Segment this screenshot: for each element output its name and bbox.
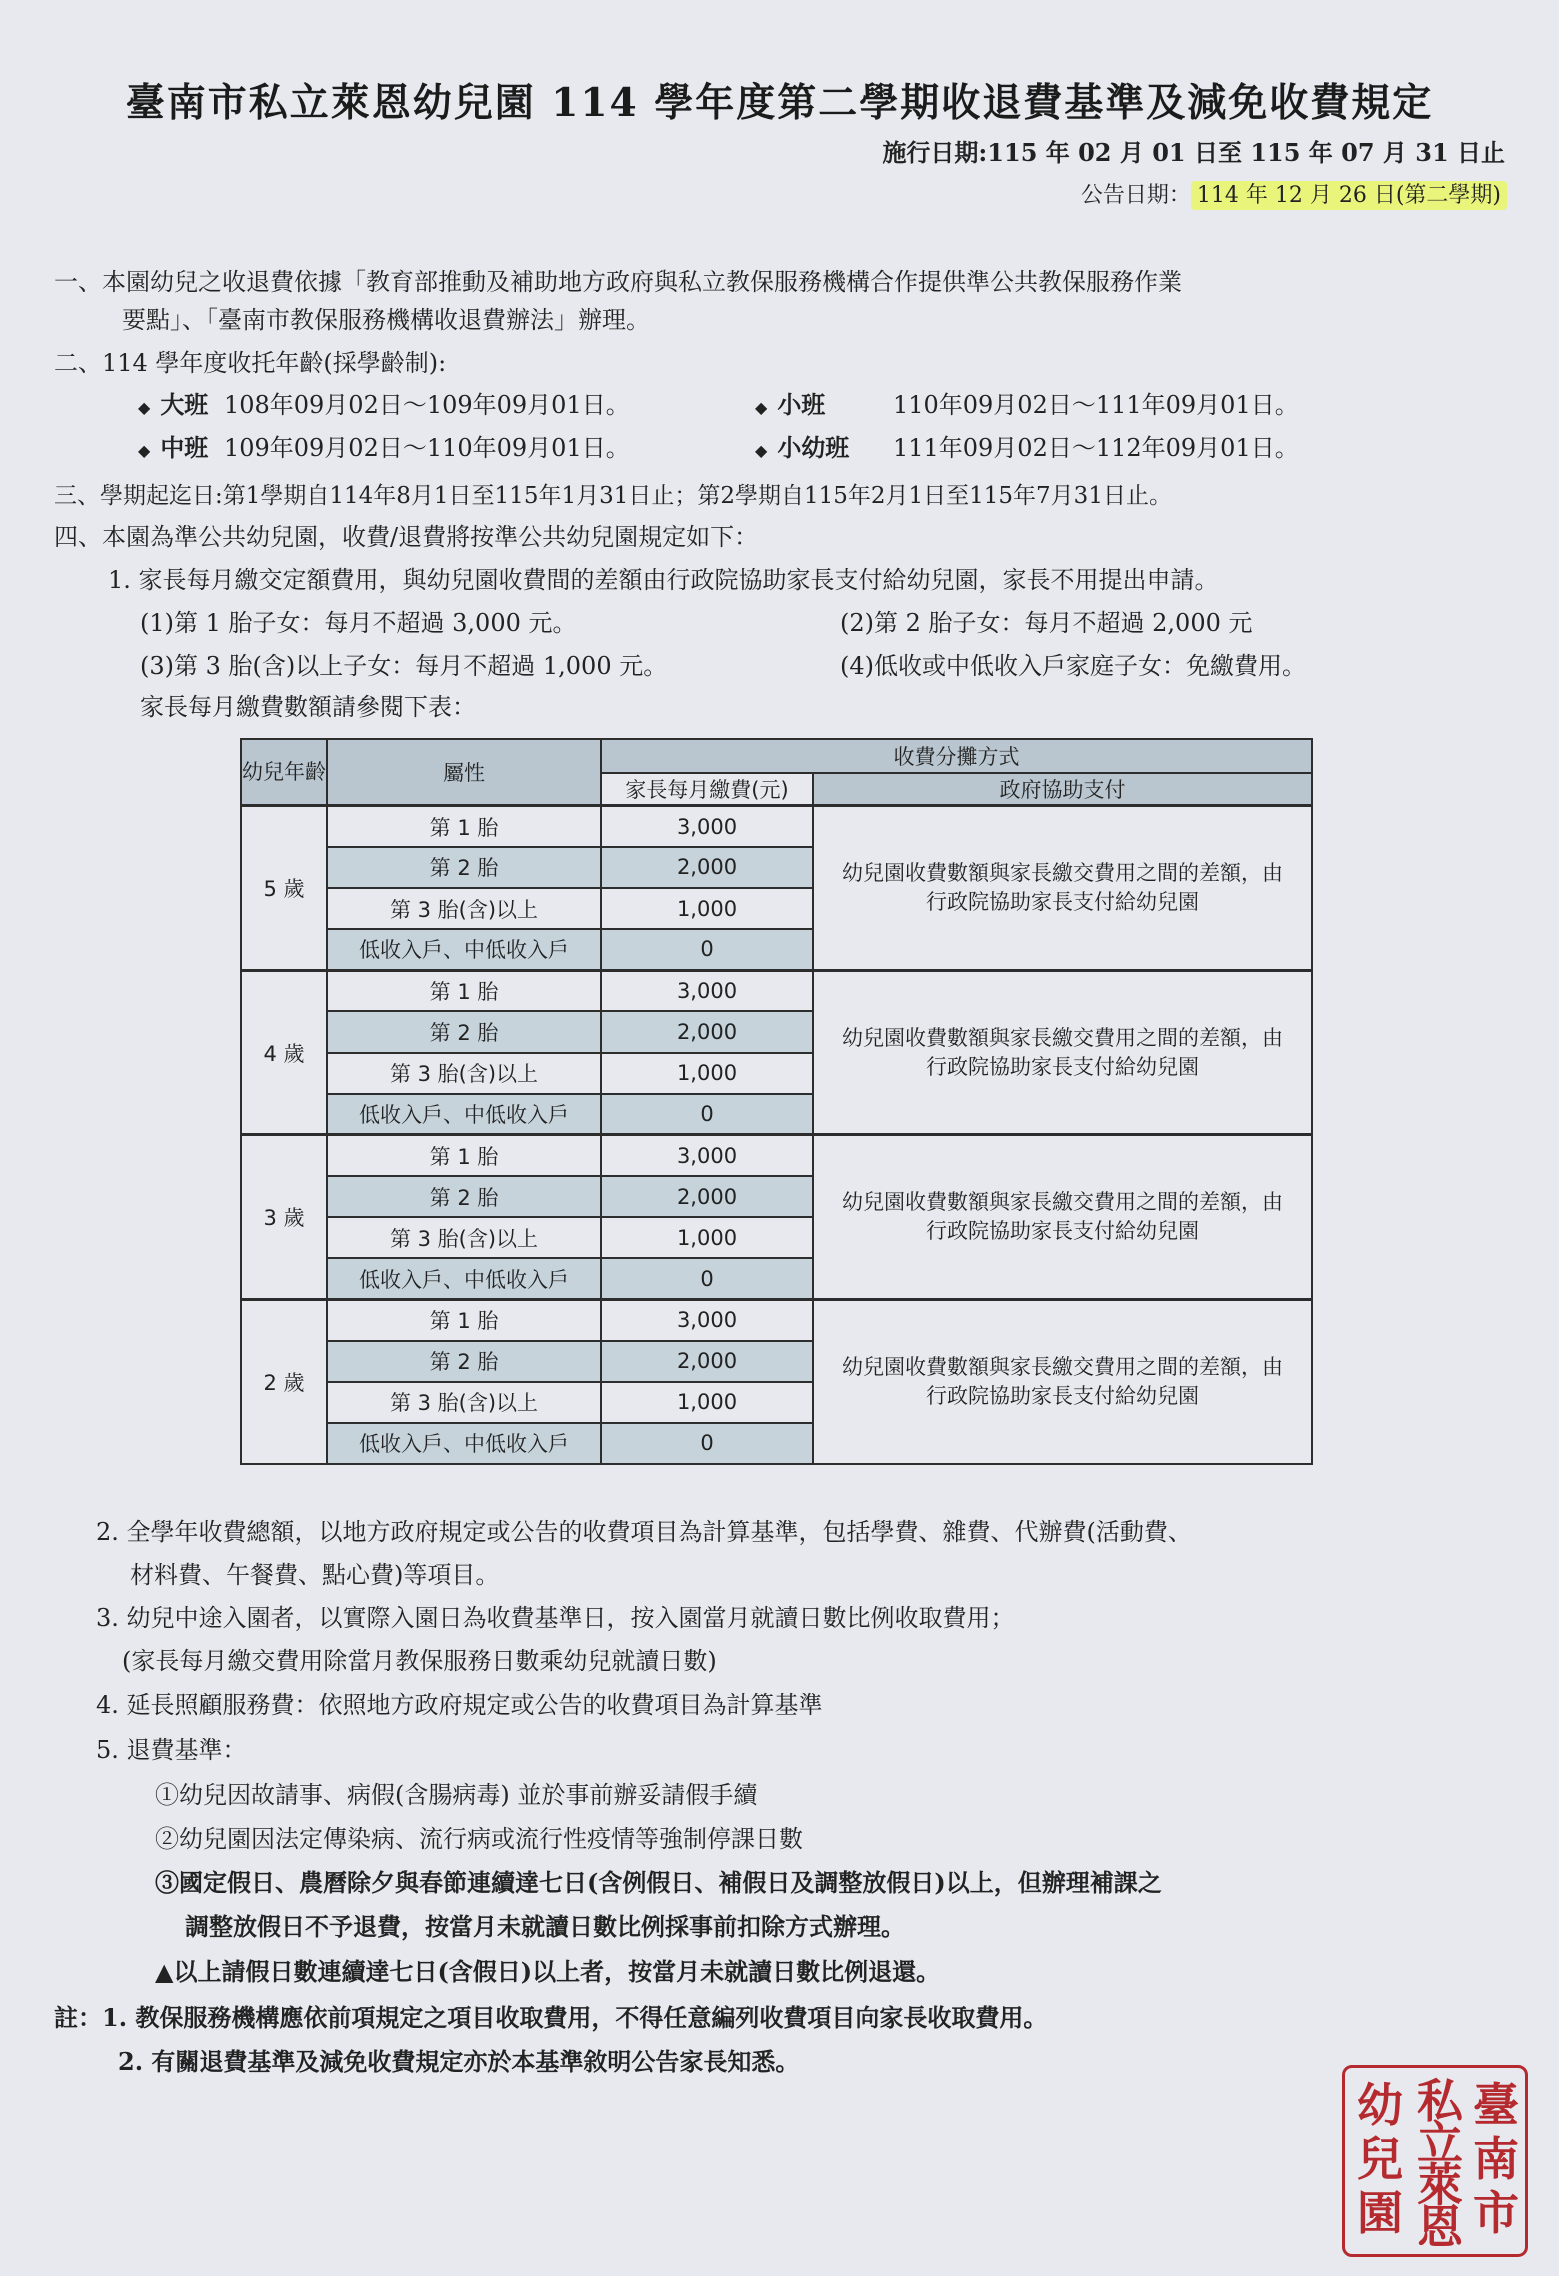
table-intro: 家長每月繳費數額請參閱下表： xyxy=(140,693,476,721)
fee-cell: 1,000 xyxy=(601,1217,813,1258)
table-row xyxy=(241,970,1312,1011)
section-4-item1: 1. 家長每月繳交定額費用，與幼兒園收費間的差額由行政院協助家長支付給幼兒園，家長不用提出申請。 xyxy=(108,566,1219,594)
fee-cell: 3,000 xyxy=(601,970,813,1011)
gov-support-cell: 幼兒園收費數額與家長繳交費用之間的差額，由行政院協助家長支付給幼兒園 xyxy=(813,1135,1312,1300)
refund-rule-1: ①幼兒因故請事、病假(含腸病毒) 並於事前辦妥請假手續 xyxy=(155,1781,758,1809)
table-header-row xyxy=(241,739,1312,773)
refund-rule-4: ▲以上請假日數連續達七日(含假日)以上者，按當月未就讀日數比例退還。 xyxy=(155,1957,941,1986)
refund-rule-3-line1: ③國定假日、農曆除夕與春節連續達七日(含例假日、補假日及調整放假日)以上，但辦理補課之 xyxy=(155,1868,1162,1897)
effective-period: 施行日期:115 年 02 月 01 日至 115 年 07 月 31 日止 xyxy=(882,138,1505,167)
fee-cell: 0 xyxy=(601,1094,813,1135)
diamond-bullet-icon: ◆ xyxy=(138,398,151,417)
announcement-date xyxy=(1081,178,1507,209)
gov-support-cell: 幼兒園收費數額與家長繳交費用之間的差額，由行政院協助家長支付給幼兒園 xyxy=(813,1299,1312,1464)
fee-cell: 3,000 xyxy=(601,806,813,847)
seal-char: 兒 xyxy=(1357,2132,1403,2186)
attr-cell: 低收入戶、中低收入戶 xyxy=(327,1423,601,1464)
section-2-heading: 二、114 學年度收托年齡(採學齡制): xyxy=(54,349,447,377)
child-fee-3: (3)第 3 胎(含)以上子女：每月不超過 1,000 元。 xyxy=(140,652,668,680)
fee-cell: 2,000 xyxy=(601,1341,813,1382)
class-range: 109年09月02日～110年09月01日。 xyxy=(223,434,630,462)
attr-cell: 第 3 胎(含)以上 xyxy=(327,1053,601,1094)
fee-cell: 2,000 xyxy=(601,847,813,888)
class-item xyxy=(755,385,1299,420)
fee-cell: 3,000 xyxy=(601,1135,813,1176)
attr-cell: 低收入戶、中低收入戶 xyxy=(327,1258,601,1299)
item-3-line2: (家長每月繳交費用除當月教保服務日數乘幼兒就讀日數) xyxy=(122,1647,717,1675)
fee-cell: 1,000 xyxy=(601,1053,813,1094)
announce-date-highlight: 114 年 12 月 26 日(第二學期) xyxy=(1191,181,1507,210)
section-4-heading: 四、本園為準公共幼兒園，收費/退費將按準公共幼兒園規定如下： xyxy=(54,523,759,551)
item-2-line1: 2. 全學年收費總額，以地方政府規定或公告的收費項目為計算基準，包括學費、雜費、代辦費(活動費、 xyxy=(96,1518,1192,1546)
gov-support-cell: 幼兒園收費數額與家長繳交費用之間的差額，由行政院協助家長支付給幼兒園 xyxy=(813,806,1312,971)
age-cell: 5 歲 xyxy=(241,806,327,971)
class-name: 大班 xyxy=(160,390,209,419)
page-title: 臺南市私立萊恩幼兒園 114 學年度第二學期收退費基準及減免收費規定 xyxy=(125,80,1434,126)
class-item xyxy=(138,428,630,463)
seal-char: 恩 xyxy=(1417,2200,1463,2254)
attr-cell: 第 2 胎 xyxy=(327,1341,601,1382)
class-item xyxy=(755,428,1299,463)
class-name: 中班 xyxy=(160,433,209,462)
fee-cell: 2,000 xyxy=(601,1011,813,1052)
age-cell: 4 歲 xyxy=(241,970,327,1135)
note-2: 2. 有關退費基準及減免收費規定亦於本基準敘明公告家長知悉。 xyxy=(118,2047,800,2076)
refund-rule-3-line2: 調整放假日不予退費，按當月未就讀日數比例採事前扣除方式辦理。 xyxy=(185,1912,905,1941)
seal-char: 萊 xyxy=(1417,2158,1463,2212)
item-4: 4. 延長照顧服務費：依照地方政府規定或公告的收費項目為計算基準 xyxy=(96,1691,823,1719)
attr-cell: 第 1 胎 xyxy=(327,806,601,847)
attr-cell: 低收入戶、中低收入戶 xyxy=(327,929,601,970)
attr-cell: 低收入戶、中低收入戶 xyxy=(327,1094,601,1135)
note-1: 註：1. 教保服務機構應依前項規定之項目收取費用，不得任意編列收費項目向家長收取費用。 xyxy=(54,2003,1048,2032)
child-fee-1: (1)第 1 胎子女：每月不超過 3,000 元。 xyxy=(140,609,577,637)
item-3-line1: 3. 幼兒中途入園者，以實際入園日為收費基準日，按入園當月就讀日數比例收取費用； xyxy=(96,1604,1015,1632)
attr-cell: 第 3 胎(含)以上 xyxy=(327,888,601,929)
fee-cell: 3,000 xyxy=(601,1299,813,1340)
class-range: 110年09月02日～111年09月01日。 xyxy=(892,391,1299,419)
fee-cell: 2,000 xyxy=(601,1176,813,1217)
attr-cell: 第 1 胎 xyxy=(327,1299,601,1340)
fee-cell: 0 xyxy=(601,1258,813,1299)
diamond-bullet-icon: ◆ xyxy=(755,441,768,460)
table-row xyxy=(241,806,1312,847)
class-range: 111年09月02日～112年09月01日。 xyxy=(892,434,1299,462)
seal-char: 市 xyxy=(1473,2186,1519,2240)
fee-cell: 0 xyxy=(601,929,813,970)
attr-cell: 第 3 胎(含)以上 xyxy=(327,1217,601,1258)
attr-cell: 第 1 胎 xyxy=(327,1135,601,1176)
section-1-line1: 一、本園幼兒之收退費依據「教育部推動及補助地方政府與私立教保服務機構合作提供準公共教保服務作業 xyxy=(54,268,1182,296)
seal-char: 南 xyxy=(1473,2132,1519,2186)
refund-rule-2: ②幼兒園因法定傳染病、流行病或流行性疫情等強制停課日數 xyxy=(155,1825,803,1853)
seal-char: 幼 xyxy=(1357,2078,1403,2132)
gov-support-cell: 幼兒園收費數額與家長繳交費用之間的差額，由行政院協助家長支付給幼兒園 xyxy=(813,970,1312,1135)
section-3: 三、學期起迄日:第1學期自114年8月1日至115年1月31日止；第2學期自115年2月1日至115年7月31日止。 xyxy=(54,483,1172,509)
header-split: 收費分攤方式 xyxy=(601,739,1312,773)
seal-char: 園 xyxy=(1357,2186,1403,2240)
attr-cell: 第 2 胎 xyxy=(327,1011,601,1052)
fee-cell: 1,000 xyxy=(601,888,813,929)
fee-cell: 0 xyxy=(601,1423,813,1464)
header-age: 幼兒年齡 xyxy=(241,739,327,806)
header-gov-support: 政府協助支付 xyxy=(813,773,1312,806)
attr-cell: 第 3 胎(含)以上 xyxy=(327,1382,601,1423)
fee-cell: 1,000 xyxy=(601,1382,813,1423)
age-cell: 3 歲 xyxy=(241,1135,327,1300)
table-row xyxy=(241,1299,1312,1340)
header-parent-fee: 家長每月繳費(元) xyxy=(601,773,813,806)
announce-label: 公告日期： xyxy=(1080,183,1191,208)
diamond-bullet-icon: ◆ xyxy=(138,441,151,460)
attr-cell: 第 1 胎 xyxy=(327,970,601,1011)
class-range: 108年09月02日～109年09月01日。 xyxy=(223,391,630,419)
attr-cell: 第 2 胎 xyxy=(327,1176,601,1217)
child-fee-4: (4)低收或中低收入戶家庭子女：免繳費用。 xyxy=(840,652,1306,680)
item-5: 5. 退費基準： xyxy=(96,1736,247,1764)
diamond-bullet-icon: ◆ xyxy=(755,398,768,417)
child-fee-2: (2)第 2 胎子女：每月不超過 2,000 元 xyxy=(840,609,1253,637)
class-name: 小班 xyxy=(777,390,826,419)
table-row xyxy=(241,1135,1312,1176)
seal-char: 私 xyxy=(1417,2074,1463,2128)
age-cell: 2 歲 xyxy=(241,1299,327,1464)
class-item xyxy=(138,385,630,420)
header-attr: 屬性 xyxy=(327,739,601,806)
section-1-line2: 要點」、「臺南市教保服務機構收退費辦法」辦理。 xyxy=(122,306,650,334)
seal-char: 立 xyxy=(1417,2116,1463,2170)
attr-cell: 第 2 胎 xyxy=(327,847,601,888)
item-2-line2: 材料費、午餐費、點心費)等項目。 xyxy=(130,1561,500,1589)
seal-char: 臺 xyxy=(1473,2078,1519,2132)
school-seal-stamp xyxy=(1342,2065,1528,2257)
class-name: 小幼班 xyxy=(777,433,850,462)
fee-table xyxy=(240,738,1313,1465)
